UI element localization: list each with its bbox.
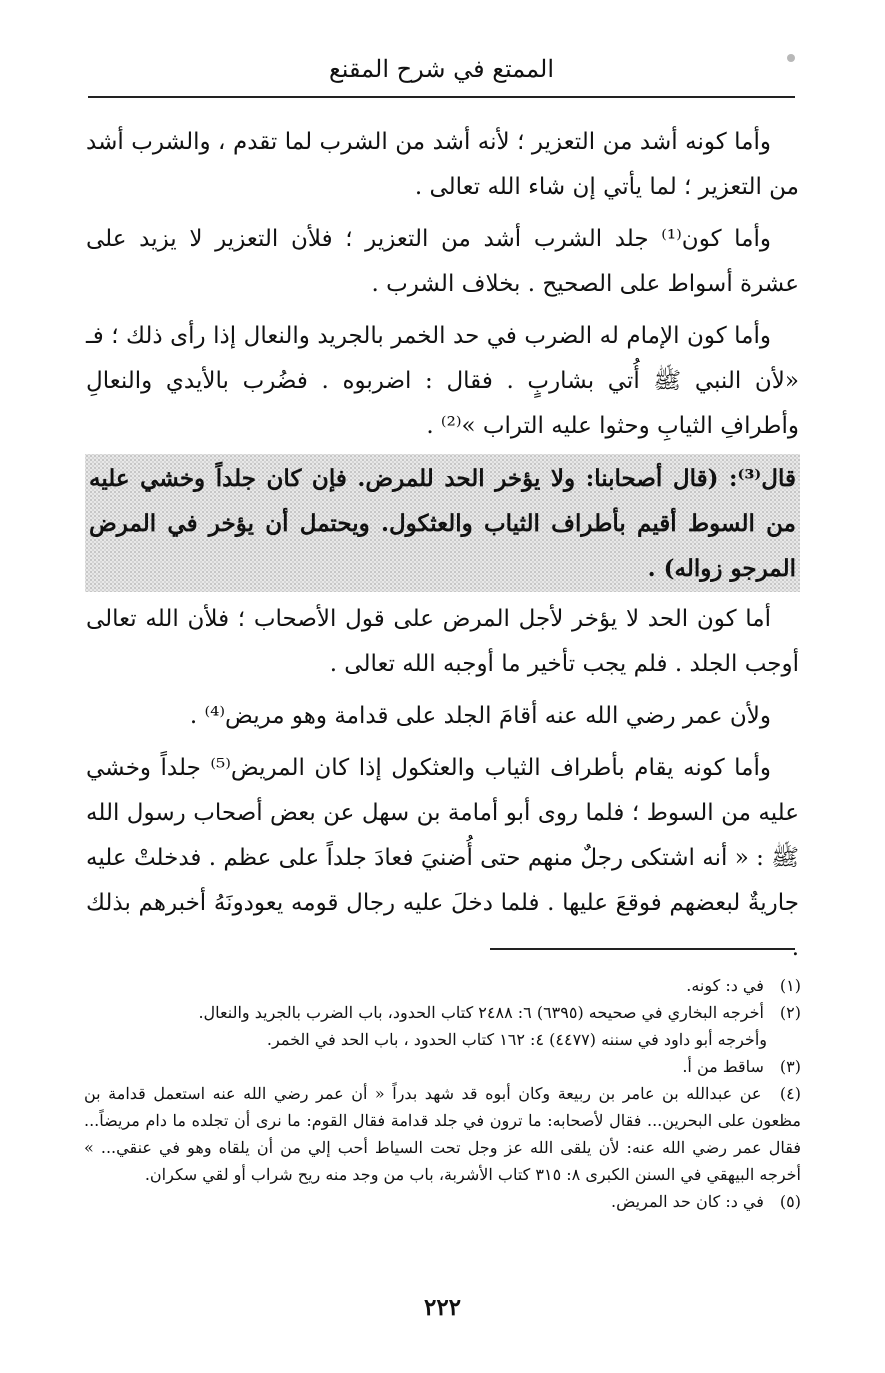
footnote-separator bbox=[490, 948, 795, 950]
footnote-item bbox=[84, 1188, 801, 1215]
main-text bbox=[86, 120, 799, 978]
footnote-item bbox=[84, 1053, 801, 1080]
footnote-text: ساقط من أ. bbox=[682, 1057, 764, 1076]
footnote-text: أخرجه البخاري في صحيحه (٦٣٩٥) ٦: ٢٤٨٨ كتاب الحدود، باب الضرب بالجريد والنعال. bbox=[198, 1003, 764, 1022]
print-dot bbox=[787, 54, 795, 62]
footnote-text: في د: كان حد المريض. bbox=[610, 1192, 764, 1211]
page-number: ٢٢٢ bbox=[423, 1294, 462, 1321]
footnote-item bbox=[84, 972, 801, 999]
footnote-label: (١) bbox=[779, 976, 801, 995]
footnote-item bbox=[84, 1080, 801, 1188]
footnote-label: (٥) bbox=[779, 1192, 801, 1211]
footnote-label: (٤) bbox=[779, 1084, 801, 1103]
footnote-text: في د: كونه. bbox=[686, 976, 764, 995]
running-header bbox=[88, 48, 795, 98]
footnote-text: وأخرجه أبو داود في سننه (٤٤٧٧) ٤: ١٦٢ كتاب الحدود ، باب الحد في الخمر. bbox=[266, 1030, 767, 1049]
paragraph: ولأن عمر رضي الله عنه أقامَ الجلد على قدامة وهو مريض⁽⁴⁾ . bbox=[189, 703, 771, 729]
footnotes bbox=[84, 972, 801, 1215]
paragraph: وأما كون الإمام له الضرب في حد الخمر بالجريد والنعال إذا رأى ذلك ؛ فـ «لأن النبي ﷺ أُتي بشاربٍ . فقال : اضربوه . فضُرب بالأيدي والنعالِ وأطرافِ الثيابِ وحثوا عليه التراب »⁽²⁾ . bbox=[86, 323, 799, 439]
footnote-label: (٢) bbox=[779, 1003, 801, 1022]
page-title: الممتع في شرح المقنع bbox=[329, 55, 554, 83]
footnote-text: عن عبدالله بن عامر بن ربيعة وكان أبوه قد شهد بدراً « أن عمر رضي الله عنه استعمل قدامة بن مظعون على البحرين... فقال لأصحابه: ما ترون في جلد قدامة فقال القوم: ما نرى أن تجلده ما دام مريضاً... فقال عمر رضي الله عنه: لأن يلقى الله عز وجل تحت السياط أحب إلي من أن يلقاه وهو في عنقي... » أخرجه البيهقي في السنن الكبرى ٨: ٣١٥ كتاب الأشربة، باب من وجد منه ريح شراب أو لقي سكران. bbox=[84, 1084, 802, 1184]
paragraph: أما كون الحد لا يؤخر لأجل المرض على قول الأصحاب ؛ فلأن الله تعالى أوجب الجلد . فلم يجب تأخير ما أوجبه الله تعالى . bbox=[86, 606, 799, 677]
footnote-label: (٣) bbox=[779, 1057, 801, 1076]
paragraph: وأما كونه أشد من التعزير ؛ لأنه أشد من الشرب لما تقدم ، والشرب أشد من التعزير ؛ لما يأتي إن شاء الله تعالى . bbox=[86, 129, 799, 200]
paragraph: وأما كونه يقام بأطراف الثياب والعثكول إذا كان المريض⁽⁵⁾ جلداً وخشي عليه من السوط ؛ فلما روى أبو أمامة بن سهل عن بعض أصحاب رسول الله ﷺ : « أنه اشتكى رجلٌ منهم حتى أُضنيَ فعادَ جلداً على عظم . فدخلتْ عليه جاريةٌ لبعضهم فوقعَ عليها . فلما دخلَ عليه رجال قومه يعودونَهُ أخبرهم بذلك . bbox=[86, 755, 799, 961]
paragraph: وأما كون⁽¹⁾ جلد الشرب أشد من التعزير ؛ فلأن التعزير لا يزيد على عشرة أسواط على الصحيح . بخلاف الشرب . bbox=[86, 226, 799, 297]
footnote-item bbox=[84, 999, 801, 1026]
footnote-continuation bbox=[84, 1026, 801, 1053]
highlighted-matn: قال⁽³⁾: (قال أصحابنا: ولا يؤخر الحد للمرض. فإن كان جلداً وخشي عليه من السوط أقيم بأطراف الثياب والعثكول. ويحتمل أن يؤخر في المرض المرجو زواله) . bbox=[85, 454, 800, 592]
